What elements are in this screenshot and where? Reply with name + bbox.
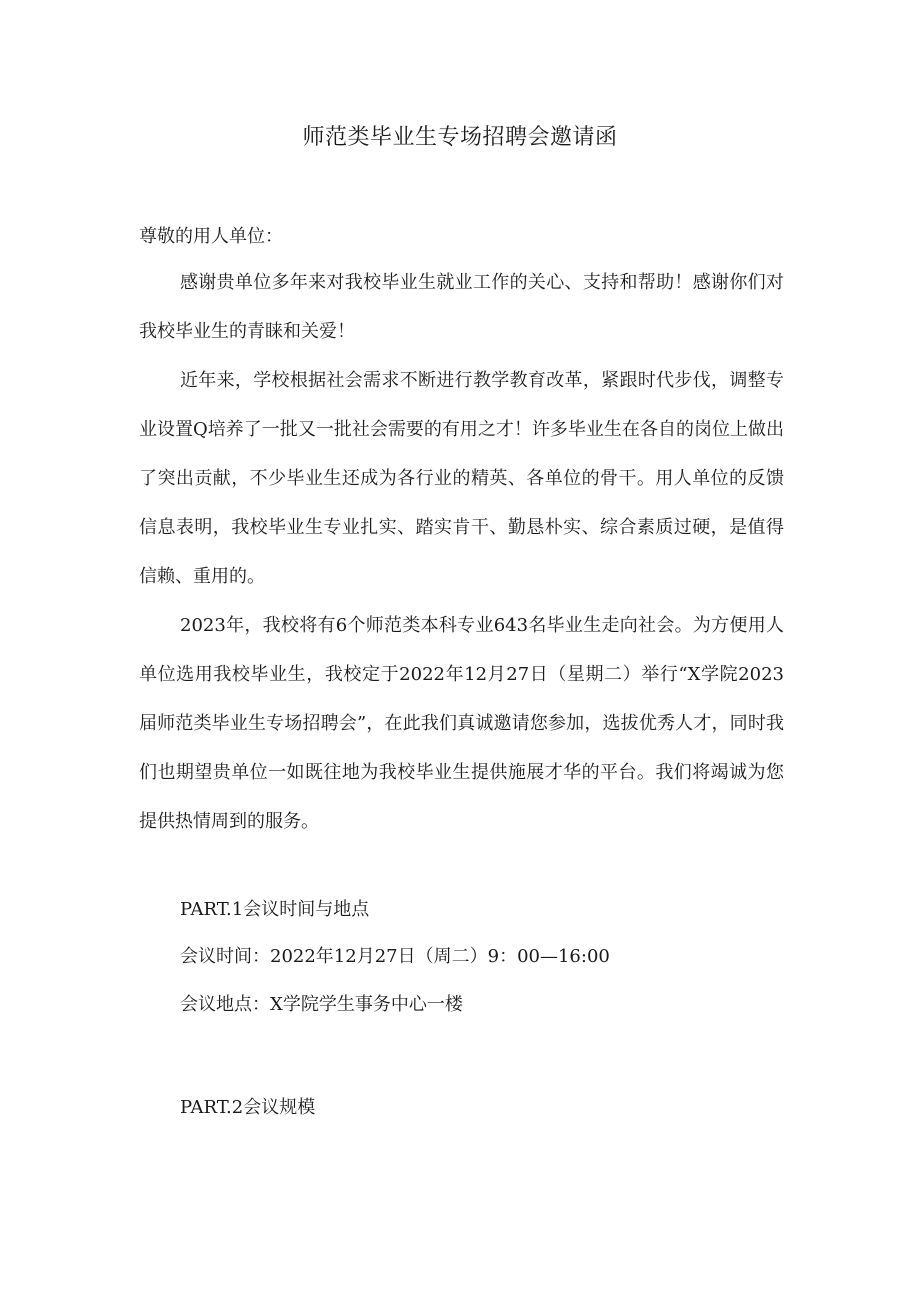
part1-heading: PART.1会议时间与地点 [180, 899, 370, 920]
meeting-time: 会议时间：2022年12月27日（周二）9：00—16:00 [180, 946, 610, 967]
meeting-location: 会议地点：X学院学生事务中心一楼 [180, 994, 463, 1015]
paragraph-invitation: 2023年，我校将有6个师范类本科专业643名毕业生走向社会。为方便用人单位选用我校毕业生，我校定于2022年12月27日（星期二）举行“X学院2023届师范类毕业生专场招聘会”，在此我们真诚邀请您参加，选拔优秀人才，同时我们也期望贵单位一如既往地为我校毕业生提供施展才华的平台。我们将竭诚为您提供热情周到的服务。 [139, 615, 784, 832]
salutation: 尊敬的用人单位： [139, 226, 283, 247]
part2-heading: PART.2会议规模 [180, 1097, 316, 1118]
document-title: 师范类毕业生专场招聘会邀请函 [302, 125, 618, 150]
paragraph-thanks: 感谢贵单位多年来对我校毕业生就业工作的关心、支持和帮助！感谢你们对我校毕业生的青睐和关爱！ [139, 272, 784, 342]
paragraph-school-reform: 近年来，学校根据社会需求不断进行教学教育改革，紧跟时代步伐，调整专业设置Q培养了一批又一批社会需要的有用之才！许多毕业生在各自的岗位上做出了突出贡献，不少毕业生还成为各行业的精英、各单位的骨干。用人单位的反馈信息表明，我校毕业生专业扎实、踏实肯干、勤恳朴实、综合素质过硬，是值得信赖、重用的。 [139, 370, 784, 587]
